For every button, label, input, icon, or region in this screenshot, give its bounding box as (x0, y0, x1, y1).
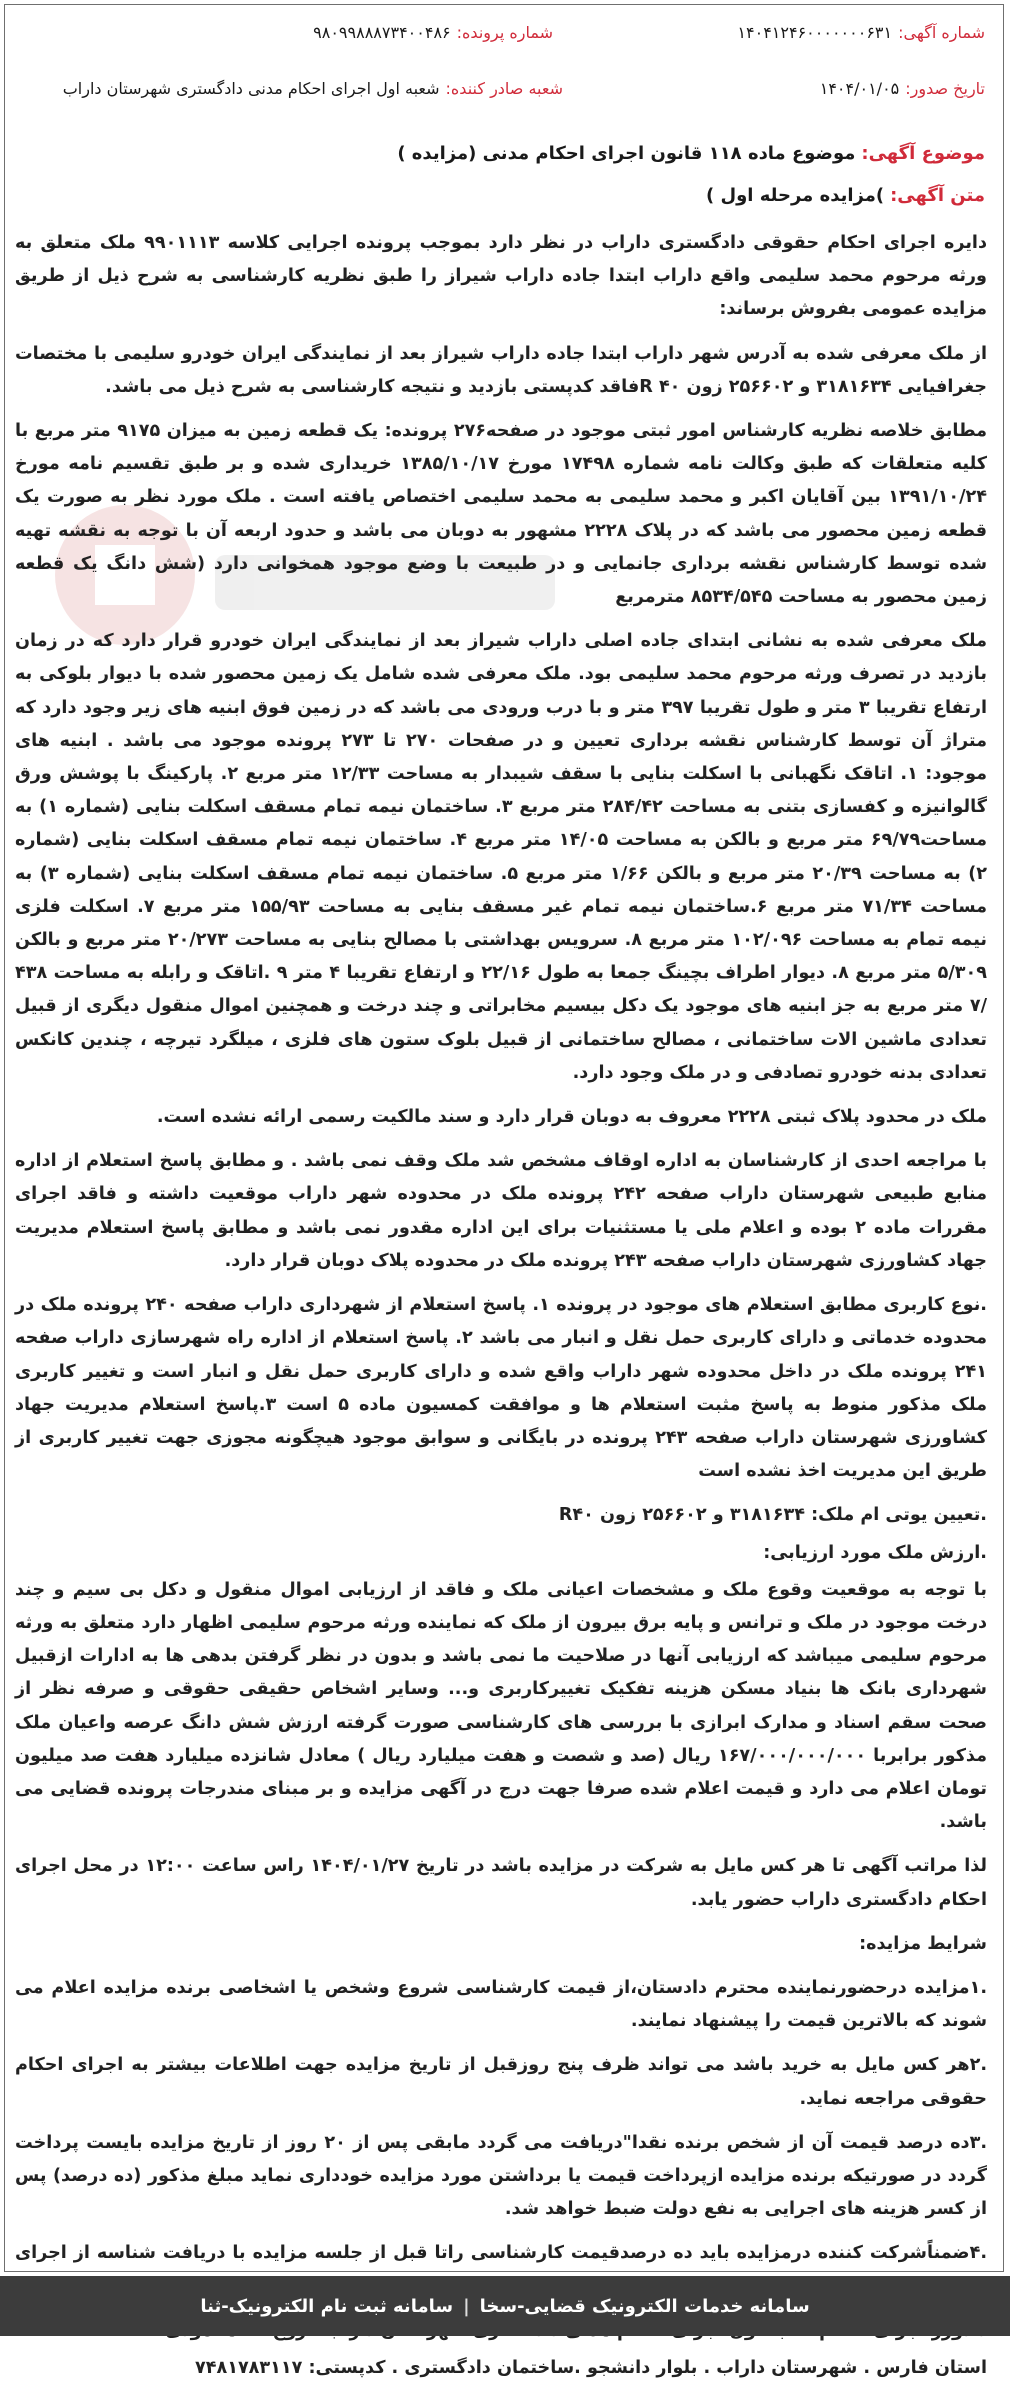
footer-bar (0, 2276, 1010, 2336)
text-heading-label: متن آگهی: (890, 185, 985, 206)
footer-link-sana[interactable]: سامانه ثبت نام الکترونیک-ثنا (200, 2295, 454, 2317)
buildings-paragraph: ملک معرفی شده به نشانی ابتدای جاده اصلی داراب شیراز بعد از نمایندگی ایران خودرو قرار دارد که در زمان بازدید در تصرف ورثه مرحوم محمد سلیمی بود. ملک معرفی شده شامل یک زمین محصور شده با دیوار بلوکی به ارتفاع تقریبا ۳ متر و طول تقریبا ۳۹۷ متر و با درب ورودی می باشد که در زمین فوق ابنیه های زیر وجود دارد که متراژ آن توسط کارشناس نقشه برداری تعیین و در صفحات ۲۷۰ تا ۲۷۳ پرونده موجود می باشد . ابنیه های موجود: ۱. اتاقک نگهبانی با اسکلت بنایی با سقف شیبدار به مساحت ۱۲/۳۳ متر مربع ۲. پارکینگ با پوشش ورق گالوانیزه و کفسازی بتنی به مساحت ۲۸۴/۴۲ متر مربع ۳. ساختمان نیمه تمام مسقف اسکلت بنایی (شماره ۱) به مساحت۶۹/۷۹ متر مربع و بالکن به مساحت ۱۴/۰۵ متر مربع ۴. ساختمان نیمه تمام مسقف اسکلت بنایی (شماره ۲) به مساحت ۲۰/۳۹ متر مربع و بالکن ۱/۶۶ متر مربع ۵. ساختمان نیمه تمام مسقف اسکلت بنایی (شماره ۳) به مساحت ۷۱/۳۴ متر مربع ۶.ساختمان نیمه تمام غیر مسقف بنایی به مساحت ۱۵۵/۹۳ متر مربع ۷. اسکلت فلزی نیمه تمام به مساحت ۱۰۲/۰۹۶ متر مربع ۸. سرویس بهداشتی با مصالح بنایی به مساحت ۲۰/۲۷۳ متر مربع و بالکن ۵/۳۰۹ متر مربع ۸. دیوار اطراف بچینگ جمعا به طول ۲۲/۱۶ و ارتفاع تقریبا ۴ متر ۹ .اتاقک و رابله به مساحت ۴۳۸ /۷ متر مربع به جز ابنیه های موجود یک دکل بیسیم مخابراتی و چند درخت و همچنین اموال منقول دیگری از قبیل تعدادی ماشین الات ساختمانی ، مصالح ساختمانی از قبیل بلوک ستون های فلزی ، میلگرد تیرچه ، چندین کانکس تعدادی بدنه خودرو تصادفی و در ملک وجود دارد. (15, 631, 988, 1083)
subject-label: موضوع آگهی: (861, 143, 985, 164)
ad-number (737, 23, 985, 42)
condition-4: .۴ضمناًشرکت کننده درمزایده باید ده درصدقیمت کارشناسی راتا قبل از جلسه مزایده با دریافت شناسه از اجرای (15, 2243, 987, 2264)
condition-1: .۱مزایده درحضورنماینده محترم دادستان،از قیمت کارشناسی شروع وشخص یا اشخاصی برنده مزایده اعلام می شوند که بالاترین قیمت را پیشنهاد نمایند. (15, 1977, 987, 2032)
valuation-heading: .ارزش ملک مورد ارزیابی: (763, 1542, 987, 1563)
address-line: استان فارس . شهرستان داراب . بلوار دانشجو .ساختمان دادگستری . کدپستی: ۷۴۸۱۷۸۳۱۱۷ (194, 2357, 987, 2378)
condition-2: .۲هر کس مایل به خرید باشد می تواند ظرف پنج روزقبل از تاریخ مزایده جهت اطلاعات بیشتر به اجرای احکام حقوقی مراجعه نماید. (15, 2055, 987, 2109)
plate-paragraph: ملک در محدود پلاک ثبتی ۲۲۲۸ معروف به دوبان قرار دارد و سند مالکیت رسمی ارائه نشده است. (156, 1107, 987, 1128)
issuer-value: شعبه اول اجرای احکام مدنی دادگستری شهرستان داراب (62, 79, 440, 98)
text-heading-value: )مزایده مرحله اول ) (706, 185, 885, 206)
subject (397, 143, 985, 164)
case-number (313, 23, 553, 42)
issuer (63, 79, 563, 98)
condition-3: .۳ده درصد قیمت آن از شخص برنده نقدا"دریافت می گردد مابقی پس از ۲۰ روز از تاریخ مزایده بایست پرداخت گردد در صورتیکه برنده مزایده ازپرداخت قیمت یا برداشتن مورد مزایده خودداری نماید مبلغ مذکور (ده درصد) پس از کسر هزینه های اجرایی به نفع دولت ضبط خواهد شد. (15, 2132, 987, 2220)
issue-date (820, 79, 985, 98)
valuation-paragraph: با توجه به موقعیت وقوع ملک و مشخصات اعیانی ملک و فاقد از ارزیابی اموال منقول و دکل بی سیم و چند درخت موجود در ملک و ترانس و پایه برق بیرون از ملک که نماینده ورثه مرحوم سلیمی اظهار دارد متعلق به ورثه مرحوم سلیمی میباشد که ارزیابی آنها در صلاحیت ما نمی باشد و بدون در نظر گرفتن بدهی ها به ادارات ازقبیل شهرداری بانک ها بنیاد مسکن هزینه تفکیک تغییرکاربری و... وسایر اشخاص حقیقی حقوقی و صرفه نظر از صحت سقم اسناد و مدارک ابرازی با بررسی های کارشناسی صورت گرفته ارزش شش دانگ عرصه واعیان ملک مذکور برابربا ۱۶۷/۰۰۰/۰۰۰/۰۰۰ ریال (صد و شصت و هفت میلیارد ریال ) معادل شانزده میلیارد هفت صد میلیون تومان اعلام می دارد و قیمت اعلام شده صرفا جهت درج در آگهی مزایده و بر مبنای مندرجات پرونده قضایی می باشد. (15, 1579, 987, 1833)
utm-paragraph: .تعیین یوتی ام ملک: ۳۱۸۱۶۳۴ و ۲۵۶۶۰۲ زون R۴۰ (558, 1505, 987, 1526)
auction-date-paragraph: لذا مراتب آگهی تا هر کس مایل به شرکت در مزایده باشد در تاریخ ۱۴۰۴/۰۱/۲۷ راس ساعت ۱۲:۰۰ در محل اجرای احکام دادگستری داراب حضور یابد. (15, 1856, 987, 1910)
intro-paragraph: دایره اجرای احکام حقوقی دادگستری داراب در نظر دارد بموجب پرونده اجرایی کلاسه ۹۹۰۱۱۱۳ ملک متعلق به ورثه مرحوم محمد سلیمی واقع داراب ابتدا جاده داراب شیراز را طبق نظریه کارشناسی به شرح ذیل از طریق مزایده عمومی بفروش برساند: (15, 233, 987, 320)
issue-date-value: ۱۴۰۴/۰۱/۰۵ (819, 79, 900, 98)
conditions-heading: شرایط مزایده: (859, 1933, 987, 1954)
case-number-value: ۹۸۰۹۹۸۸۸۷۳۴۰۰۴۸۶ (313, 23, 451, 42)
registry-paragraph: مطابق خلاصه نظریه کارشناس امور ثبتی موجود در صفحه۲۷۶ پرونده: یک قطعه زمین به میزان ۹۱۷۵ متر مربع با کلیه متعلقات که طبق وکالت نامه شماره ۱۷۴۹۸ مورخ ۱۳۸۵/۱۰/۱۷ خریداری شده و بر طبق تقسیم نامه مورخ ۱۳۹۱/۱۰/۲۴ بین آقایان اکبر و محمد سلیمی به محمد سلیمی اختصاص یافته است . ملک مورد نظر به صورت یک قطعه زمین محصور می باشد که در پلاک ۲۲۲۸ مشهور به دوبان می باشد و حدود اربعه آن با توجه به نقشه تهیه شده توسط کارشناس نقشه برداری جانمایی و در طبیعت با وضع موجود همخوانی دارد (شش دانگ یک قطعه زمین محصور به مساحت ۸۵۳۴/۵۴۵ مترمربع (15, 421, 988, 608)
location-paragraph: از ملک معرفی شده به آدرس شهر داراب ابتدا جاده داراب شیراز بعد از نمایندگی ایران خودرو سلیمی با مختصات جغرافیایی ۳۱۸۱۶۳۴ و ۲۵۶۶۰۲ زون ۴۰ Rفاقد کدپستی بازدید و نتیجه کارشناسی به شرح ذیل می باشد. (15, 343, 987, 397)
footer-separator: | (463, 2295, 470, 2317)
case-number-label: شماره پرونده: (456, 23, 553, 42)
ad-number-value: ۱۴۰۴۱۲۴۶۰۰۰۰۰۰۰۶۳۱ (737, 23, 893, 42)
footer-link-sakha[interactable]: سامانه خدمات الکترونیک قضایی-سخا (479, 2295, 810, 2317)
usage-paragraph: .نوع کاربری مطابق استعلام های موجود در پرونده ۱. پاسخ استعلام از شهرداری داراب صفحه ۲۴۰ پرونده ملک در محدوده خدماتی و دارای کاربری حمل نقل و انبار می باشد ۲. پاسخ استعلام از اداره راه شهرسازی داراب صفحه ۲۴۱ پرونده ملک در داخل محدوده شهر داراب واقع شده و دارای کاربری حمل نقل و انبار است و تغییر کاربری ملک مذکور منوط به پاسخ مثبت استعلام ها و موافقت کمسیون ماده ۵ است ۳.پاسخ استعلام مدیریت جهاد کشاورزی شهرستان داراب صفحه ۲۴۳ پرونده در بایگانی و سوابق موجود هیچگونه مجوزی جهت تغییر کاربری از طریق این مدیریت اخذ نشده است (15, 1295, 988, 1482)
subject-value: موضوع ماده ۱۱۸ قانون اجرای احکام مدنی (مزایده ) (397, 143, 856, 164)
text-heading (706, 185, 985, 206)
issuer-label: شعبه صادر کننده: (445, 79, 563, 98)
ad-number-label: شماره آگهی: (898, 23, 985, 42)
inquiries-paragraph: با مراجعه احدی از کارشناسان به اداره اوقاف مشخص شد ملک وقف نمی باشد . و مطابق پاسخ استعلام از اداره منابع طبیعی شهرستان داراب صفحه ۲۴۲ پرونده ملک در محدوده شهر داراب موقعیت داشته و فاقد اجرای مقررات ماده ۲ بوده و اعلام ملی یا مستثنیات برای این اداره مقدور نمی باشد و مطابق پاسخ استعلام مدیریت جهاد کشاورزی شهرستان داراب صفحه ۲۴۳ پرونده ملک در محدوده پلاک دوبان قرار دارد. (15, 1151, 988, 1271)
notice-body (15, 227, 987, 2396)
issue-date-label: تاریخ صدور: (905, 79, 985, 98)
